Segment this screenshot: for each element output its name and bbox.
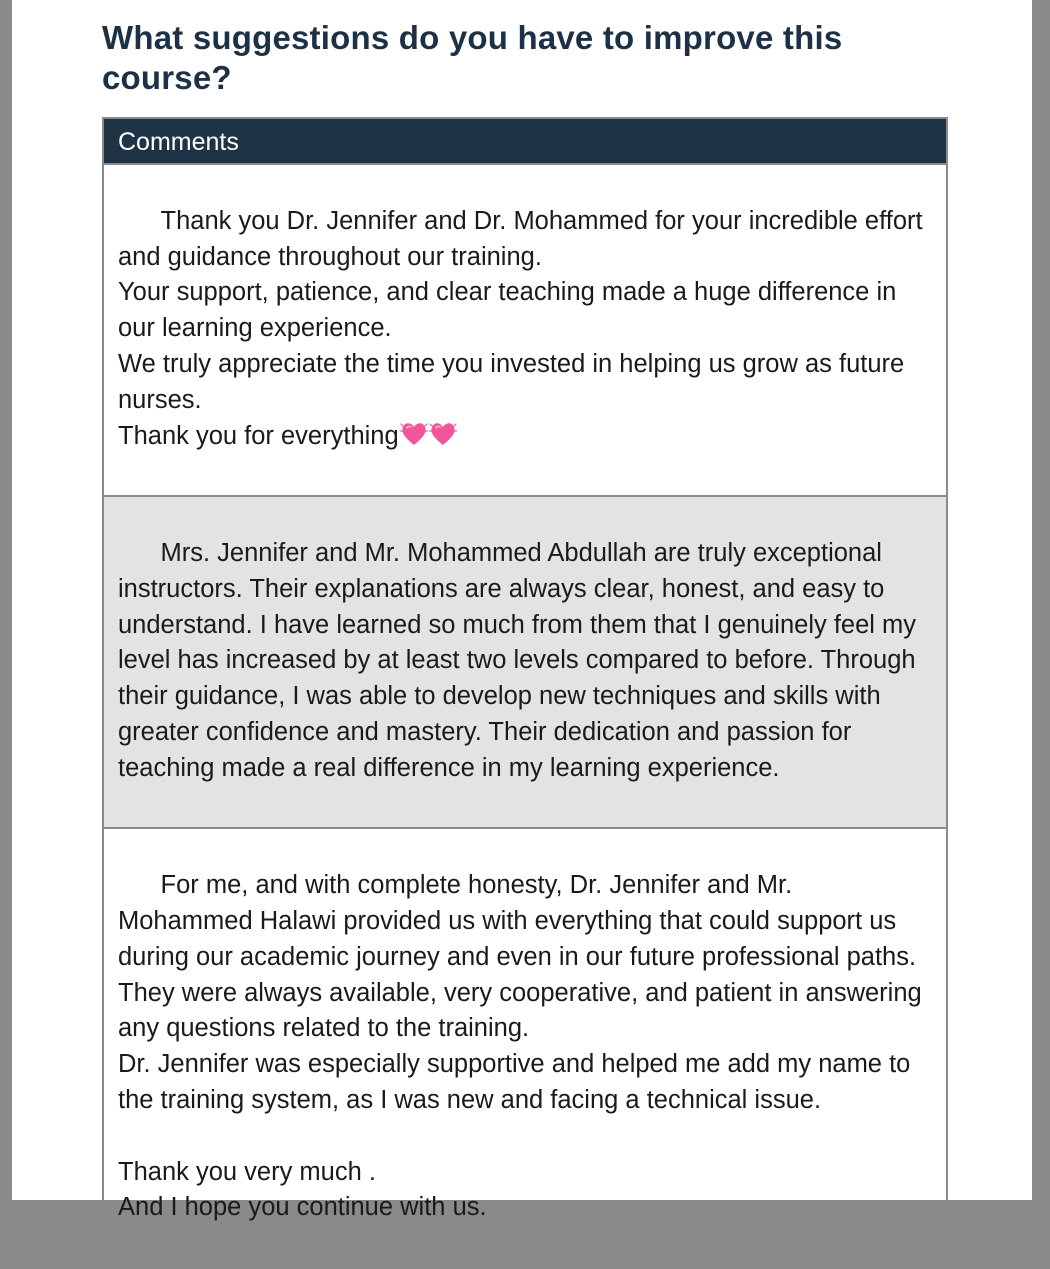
question-title: What suggestions do you have to improve this course? (102, 19, 843, 96)
comment-row (104, 495, 946, 827)
comment-text: For me, and with complete honesty, Dr. Jennifer and Mr. Mohammed Halawi provided us with everything that could support us during our academic journey and even in our future professional paths. They were always available, very cooperative, and patient in answering any questions related to the training. Dr. Jennifer was especially supportive and helped me add my name to the training system, as I was new and facing a technical issue. Thank you very much . And I hope you continue with us. (118, 871, 922, 1222)
scrollbar-track[interactable] (1032, 0, 1050, 1200)
heart-pulse-icon (400, 421, 428, 447)
comment-row (104, 163, 946, 495)
comments-header: Comments (104, 119, 946, 163)
comments-table (102, 117, 948, 1269)
comment-text: Mrs. Jennifer and Mr. Mohammed Abdullah are truly exceptional instructors. Their explanations are always clear, honest, and easy to understand. I have learned so much from them that I genuinely feel my level has increased by at least two levels compared to before. Through their guidance, I was able to develop new techniques and skills with greater confidence and mastery. Their dedication and passion for teaching made a real difference in my learning experience. (118, 538, 924, 782)
heart-pulse-icon (429, 421, 457, 447)
survey-page (12, 0, 1032, 1222)
comment-text: Thank you Dr. Jennifer and Dr. Mohammed for your incredible effort and guidance throughout our training. Your support, patience, and clear teaching made a huge difference in our learning experience. We truly appreciate the time you invested in helping us grow as future nurses. Thank you for everything (118, 206, 923, 450)
comment-row (104, 827, 946, 1267)
